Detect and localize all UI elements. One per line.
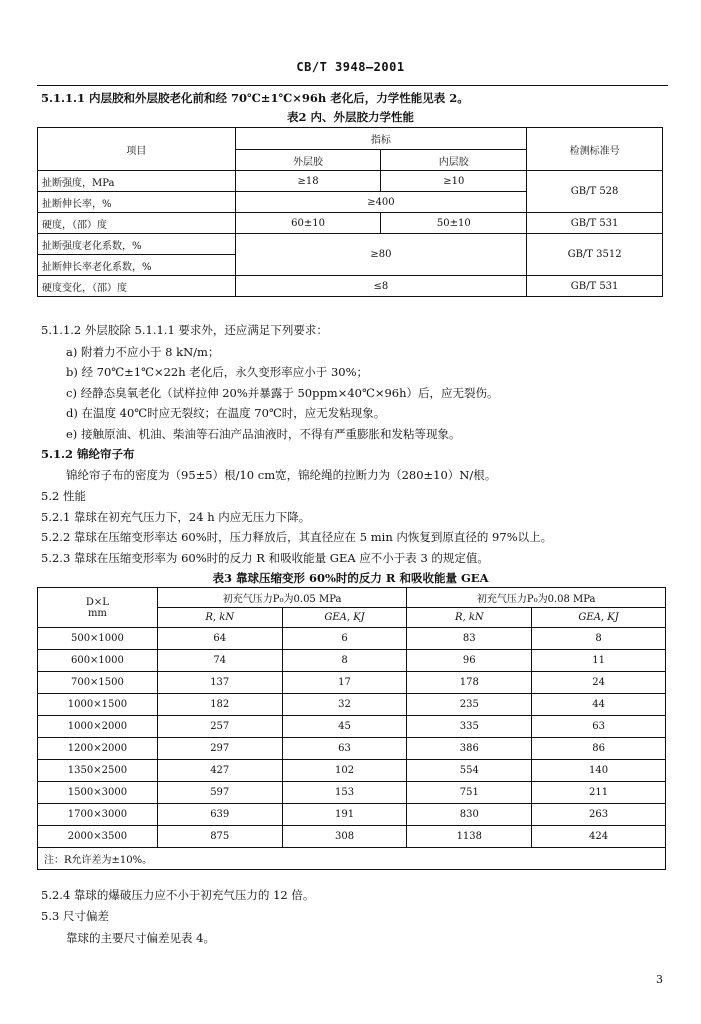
table3-cell: 1500×3000: [38, 782, 158, 804]
table3-dim-label: D×L: [85, 596, 109, 608]
table3-cell: 1000×1500: [38, 694, 158, 716]
table3-cell: 153: [282, 782, 407, 804]
table3-cell: 700×1500: [38, 672, 158, 694]
table2-header-inner: 内层胶: [381, 150, 527, 171]
list-item: c) 经静态臭氧老化（试样拉伸 20%并暴露于 50ppm×40℃×96h）后，应无裂伤。: [66, 386, 499, 400]
table3-subheader-gea: GEA, KJ: [532, 608, 666, 628]
table3-header-group2: 初充气压力P₀为0.08 MPa: [407, 588, 666, 608]
table3-cell: 1000×2000: [38, 716, 158, 738]
table3-subheader-r: R, kN: [157, 608, 282, 628]
table3-subheader-r: R, kN: [407, 608, 532, 628]
table3-cell: 83: [407, 628, 532, 650]
table3-cell: 875: [157, 826, 282, 848]
list-item: e) 接触原油、机油、柴油等石油产品油液时，不得有严重膨胀和发粘等现象。: [66, 427, 461, 441]
table3-cell: 32: [282, 694, 407, 716]
clause-5-3-body: 靠球的主要尺寸偏差见表 4。: [66, 931, 215, 945]
page-number: 3: [656, 973, 663, 986]
table3-cell: 335: [407, 716, 532, 738]
table2-cell: 50±10: [381, 213, 527, 234]
table3-cell: 751: [407, 782, 532, 804]
table2-caption: 表2 内、外层胶力学性能: [286, 110, 414, 124]
table3-cell: 44: [532, 694, 666, 716]
table2-cell: 扯断伸长率老化系数，%: [38, 255, 236, 276]
table2-cell: ≥400: [235, 192, 527, 213]
list-item: d) 在温度 40℃时应无裂纹；在温度 70℃时，应无发粘现象。: [66, 406, 386, 420]
table3-cell: 64: [157, 628, 282, 650]
table3-cell: 1200×2000: [38, 738, 158, 760]
table2-header-item: 项目: [38, 128, 236, 171]
table3-cell: 140: [532, 760, 666, 782]
table3-header-dimension: [38, 588, 158, 628]
table2: [37, 127, 663, 297]
table3-note: 注：R允许差为±10%。: [38, 848, 666, 870]
table3-cell: 178: [407, 672, 532, 694]
clause-5-1-2-body: 锦纶帘子布的密度为（95±5）根/10 cm宽，锦纶绳的拉断力为（280±10）N/根。: [66, 468, 497, 482]
table3-subheader-gea: GEA, KJ: [282, 608, 407, 628]
clause-5-2-2: 5.2.2 靠球在压缩变形率达 60%时，压力释放后，其直径应在 5 min 内恢复到原直径的 97%以上。: [41, 530, 553, 544]
table2-cell: 硬度变化，（邵）度: [38, 276, 236, 297]
table3-cell: 96: [407, 650, 532, 672]
table2-cell: ≥80: [235, 234, 527, 276]
table3-cell: 639: [157, 804, 282, 826]
table3-cell: 257: [157, 716, 282, 738]
table3-cell: 1138: [407, 826, 532, 848]
table3-cell: 11: [532, 650, 666, 672]
table3-cell: 597: [157, 782, 282, 804]
table2-cell: 硬度，（邵）度: [38, 213, 236, 234]
table3-cell: 63: [532, 716, 666, 738]
table3-cell: 2000×3500: [38, 826, 158, 848]
table2-cell: ≤8: [235, 276, 527, 297]
clause-5-1-1-1: 5.1.1.1 内层胶和外层胶老化前和经 70℃±1℃×96h 老化后，力学性能见表 2。: [41, 91, 469, 105]
table3-cell: 1350×2500: [38, 760, 158, 782]
table3-cell: 554: [407, 760, 532, 782]
table3-cell: 386: [407, 738, 532, 760]
table2-cell: GB/T 3512: [527, 234, 663, 276]
list-item: a) 附着力不应小于 8 kN/m；: [66, 345, 220, 359]
table3-cell: 830: [407, 804, 532, 826]
table3-cell: 63: [282, 738, 407, 760]
table2-header-outer: 外层胶: [235, 150, 381, 171]
table3-cell: 45: [282, 716, 407, 738]
table2-cell: 扯断伸长率，%: [38, 192, 236, 213]
clause-5-3: 5.3 尺寸偏差: [41, 909, 109, 923]
table3: [37, 587, 666, 870]
table3-header-group1: 初充气压力P₀为0.05 MPa: [157, 588, 407, 608]
table3-cell: 297: [157, 738, 282, 760]
table3-cell: 308: [282, 826, 407, 848]
clause-5-1-1-2: 5.1.1.2 外层胶除 5.1.1.1 要求外，还应满足下列要求：: [41, 323, 328, 337]
table2-cell: ≥10: [381, 171, 527, 192]
table3-cell: 74: [157, 650, 282, 672]
clause-5-2-1: 5.2.1 靠球在初充气压力下，24 h 内应无压力下降。: [41, 510, 311, 524]
table3-cell: 8: [282, 650, 407, 672]
table3-cell: 17: [282, 672, 407, 694]
table3-cell: 235: [407, 694, 532, 716]
table3-cell: 263: [532, 804, 666, 826]
table2-cell: GB/T 528: [527, 171, 663, 213]
table3-cell: 1700×3000: [38, 804, 158, 826]
clause-5-2-3: 5.2.3 靠球在压缩变形率为 60%时的反力 R 和吸收能量 GEA 应不小于表 3 的规定值。: [41, 551, 489, 565]
clause-5-1-2-title: 5.1.2 锦纶帘子布: [41, 447, 135, 461]
table2-cell: GB/T 531: [527, 213, 663, 234]
table2-header-index: 指标: [235, 128, 527, 150]
header-rule: [37, 85, 668, 86]
clause-5-2-4: 5.2.4 靠球的爆破压力应不小于初充气压力的 12 倍。: [41, 888, 315, 902]
table3-cell: 6: [282, 628, 407, 650]
list-item: b) 经 70℃±1℃×22h 老化后，永久变形率应小于 30%；: [66, 365, 369, 379]
table2-cell: ≥18: [235, 171, 381, 192]
table2-cell: GB/T 531: [527, 276, 663, 297]
table3-caption: 表3 靠球压缩变形 60%时的反力 R 和吸收能量 GEA: [212, 571, 489, 585]
table3-cell: 427: [157, 760, 282, 782]
table3-cell: 24: [532, 672, 666, 694]
table2-cell: 扯断强度，MPa: [38, 171, 236, 192]
table3-cell: 211: [532, 782, 666, 804]
table3-cell: 191: [282, 804, 407, 826]
table3-cell: 102: [282, 760, 407, 782]
table3-dim-unit: mm: [87, 607, 107, 619]
table2-cell: 扯断强度老化系数，%: [38, 234, 236, 255]
table3-cell: 8: [532, 628, 666, 650]
document-code-header: CB/T 3948—2001: [296, 60, 405, 74]
table2-cell: 60±10: [235, 213, 381, 234]
table3-cell: 182: [157, 694, 282, 716]
table3-cell: 424: [532, 826, 666, 848]
table3-cell: 137: [157, 672, 282, 694]
table3-cell: 86: [532, 738, 666, 760]
table3-cell: 500×1000: [38, 628, 158, 650]
table3-cell: 600×1000: [38, 650, 158, 672]
clause-5-2: 5.2 性能: [41, 489, 86, 503]
table2-header-standard: 检测标准号: [527, 128, 663, 171]
